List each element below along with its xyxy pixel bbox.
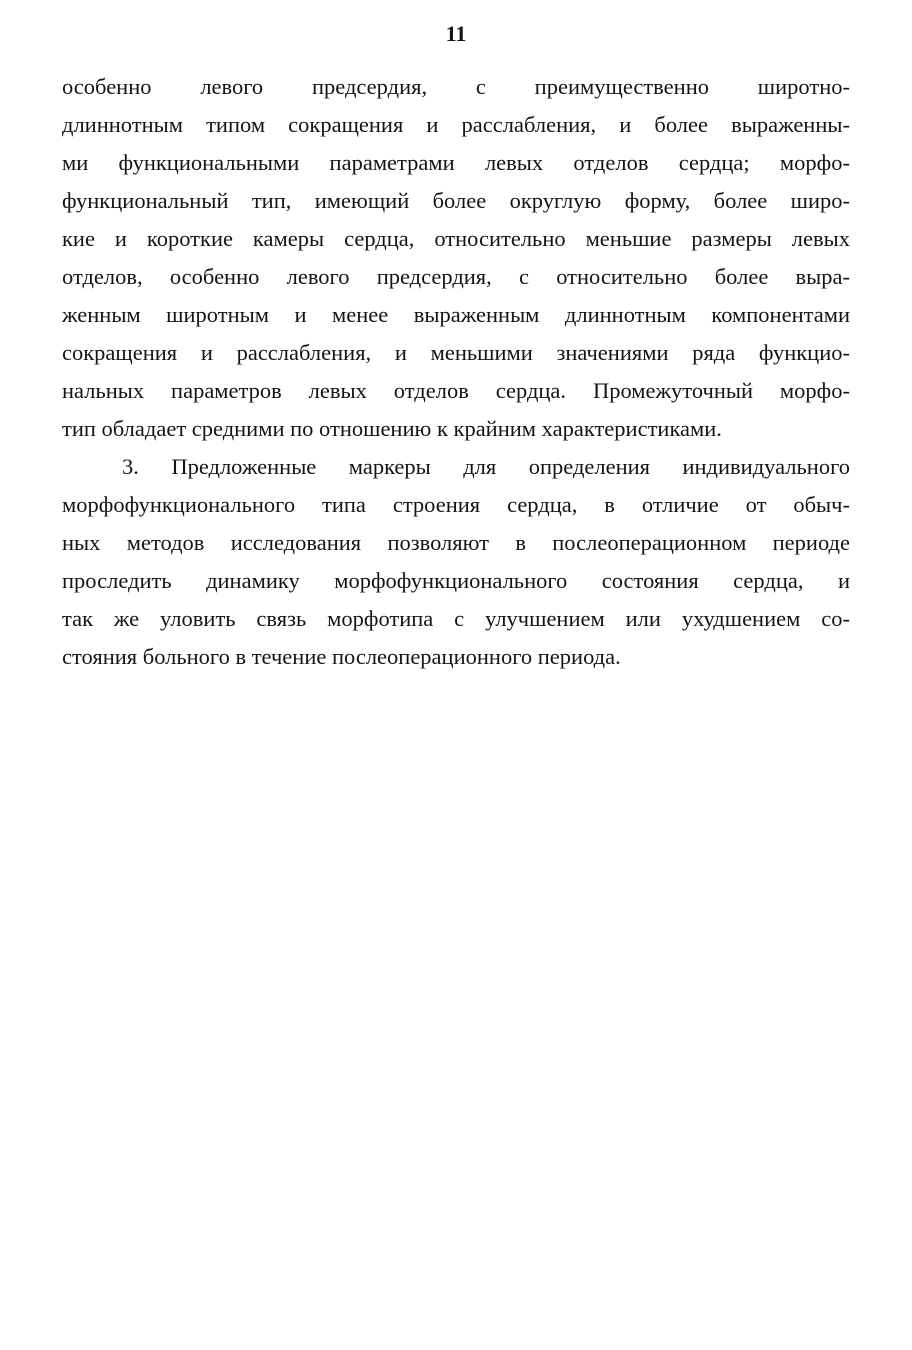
paragraph-continuation	[62, 68, 850, 448]
page-number: 11	[445, 21, 467, 46]
text-line: сокращения и расслабления, и меньшими значениями ряда функцио-	[62, 340, 850, 365]
text-line: 3. Предложенные маркеры для определения индивидуального	[122, 454, 850, 479]
text-line: морфофункционального типа строения сердца, в отличие от обыч-	[62, 492, 850, 517]
text-line: отделов, особенно левого предсердия, с относительно более выра-	[62, 264, 850, 289]
text-line: тип обладает средними по отношению к крайним характеристиками.	[62, 416, 722, 441]
text-line: особенно левого предсердия, с преимущественно широтно-	[62, 74, 850, 99]
text-line: нальных параметров левых отделов сердца. Промежуточный морфо-	[62, 378, 850, 403]
text-line: стояния больного в течение послеоперационного периода.	[62, 644, 621, 669]
text-line: ми функциональными параметрами левых отделов сердца; морфо-	[62, 150, 850, 175]
text-line: ных методов исследования позволяют в послеоперационном периоде	[62, 530, 850, 555]
text-line: проследить динамику морфофункционального состояния сердца, и	[62, 568, 850, 593]
paragraph-conclusion-3	[62, 448, 850, 676]
text-line: кие и короткие камеры сердца, относительно меньшие размеры левых	[62, 226, 850, 251]
text-line: функциональный тип, имеющий более округлую форму, более широ-	[62, 188, 850, 213]
text-line: женным широтным и менее выраженным длиннотным компонентами	[62, 302, 850, 327]
text-line: длиннотным типом сокращения и расслабления, и более выраженны-	[62, 112, 850, 137]
text-line: так же уловить связь морфотипа с улучшением или ухудшением со-	[62, 606, 850, 631]
